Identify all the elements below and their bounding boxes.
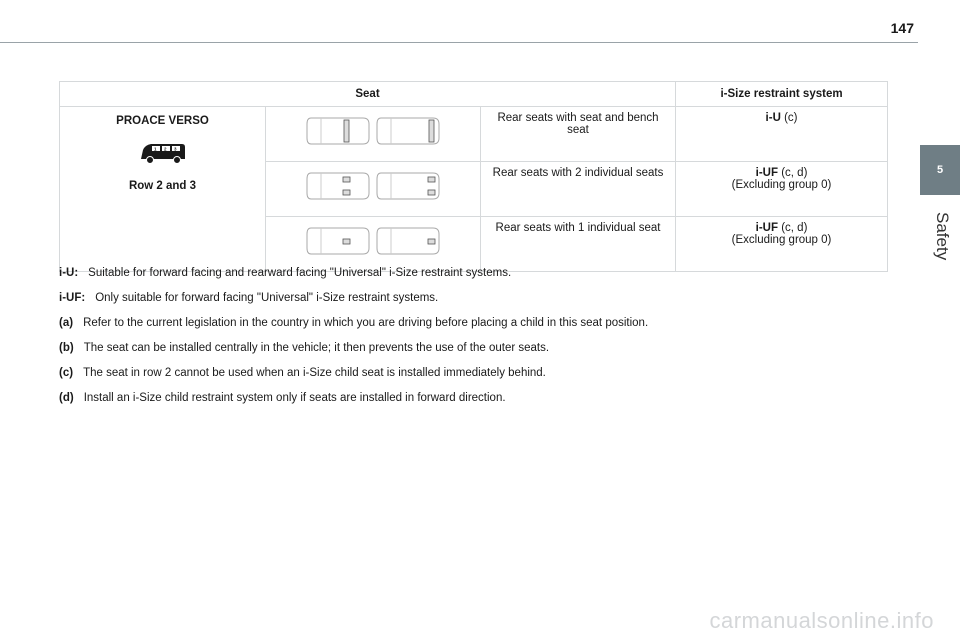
note-i-u [59,266,889,281]
model-cell [60,107,266,272]
note-a [59,316,889,331]
note-key: (b) [59,342,74,354]
watermark: carmanualsonline.info [709,608,934,633]
row-description: Rear seats with seat and bench seat [481,107,676,162]
top-rule [0,42,918,43]
page-number: 147 [890,20,914,36]
note-key: (a) [59,317,74,329]
bench-seat-diagram [266,107,481,162]
row-extra: (Excluding group 0) [731,234,832,246]
note-key: i-UF: [59,292,86,304]
svg-text:1: 1 [153,146,157,152]
row-system [676,107,888,162]
row-description: Rear seats with 2 individual seats [481,162,676,217]
seat-table [59,81,888,272]
note-text: The seat in row 2 cannot be used when an i-Size child seat is installed immediately behind. [83,367,546,379]
svg-text:2: 2 [163,146,167,152]
section-label: Safety [933,212,952,261]
row-system [676,217,888,272]
row-detail: (c, d) [778,167,808,179]
note-key: i-U: [59,267,79,279]
header-seat: Seat [60,82,676,107]
row-description: Rear seats with 1 individual seat [481,217,676,272]
row-detail: (c) [780,112,798,124]
note-key: (d) [59,392,74,404]
model-name: PROACE VERSO [116,115,209,127]
note-key: (c) [59,367,74,379]
note-d [59,391,889,406]
row-code: i-U [765,112,781,124]
note-text: Only suitable for forward facing "Universal" i-Size restraint systems. [95,292,439,304]
section-tab[interactable]: 5 [920,145,960,195]
notes-list [59,266,889,416]
row-label: Row 2 and 3 [128,180,197,192]
row-extra: (Excluding group 0) [731,179,832,191]
row-system [676,162,888,217]
header-system: i-Size restraint system [676,82,888,107]
one-seat-diagram [266,217,481,272]
two-seat-diagram [266,162,481,217]
note-text: The seat can be installed centrally in the vehicle; it then prevents the use of the outer seats. [83,342,550,354]
note-i-uf [59,291,889,306]
row-code: i-UF [755,222,779,234]
row-code: i-UF [755,167,779,179]
note-b [59,341,889,356]
note-text: Install an i-Size child restraint system only if seats are installed in forward direction. [83,392,506,404]
note-text: Refer to the current legislation in the country in which you are driving before placing a child in this seat position. [83,317,649,329]
svg-text:3: 3 [173,146,177,152]
row-detail: (c, d) [778,222,808,234]
note-text: Suitable for forward facing and rearward facing "Universal" i-Size restraint systems. [88,267,512,279]
note-c [59,366,889,381]
van-icon [138,146,188,170]
